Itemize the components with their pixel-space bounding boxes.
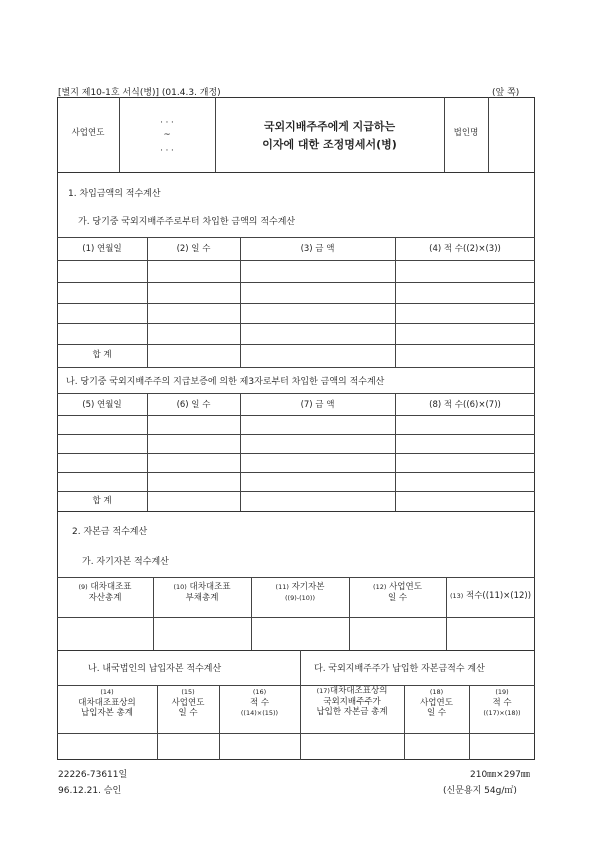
col12-header: (12) 사업연도 일 수: [373, 582, 422, 603]
col6-header: (6) 일 수: [176, 400, 211, 410]
col16-header: (16) 적 수 ((14)×(15)): [240, 688, 279, 718]
col13-header: (13) 적수((11)×(12)): [449, 591, 532, 601]
col3-header: (3) 금 액: [300, 244, 335, 254]
section2b-heading: 나. 내국법인의 납입자본 적수계산: [88, 664, 222, 674]
section2c-heading: 다. 국외지배주주가 납입한 자본금적수 계산: [314, 664, 485, 674]
paper-type: (신문용지 54g/㎡): [443, 786, 517, 796]
fiscal-year-label: 사업연도: [71, 128, 105, 138]
section1b-heading: 나. 당기중 국외지배주주의 지급보증에 의한 제3자로부터 차입한 금액의 적수계산: [66, 377, 385, 387]
paper-size: 210㎜×297㎜: [470, 770, 530, 780]
col5-header: (5) 연월일: [82, 400, 122, 410]
section2a-heading: 가. 자기자본 적수계산: [82, 557, 169, 567]
total-label-b: 합 계: [92, 496, 112, 506]
col2-header: (2) 일 수: [176, 244, 211, 254]
col18-header: (18) 사업연도 일 수: [420, 688, 453, 719]
period-to[interactable]: · · ·: [160, 146, 174, 156]
form-title-line2: 이자에 대한 조정명세서(병): [262, 138, 397, 151]
period-from[interactable]: · · ·: [160, 118, 174, 128]
col1-header: (1) 연월일: [82, 244, 122, 254]
period-tilde: ~: [163, 130, 171, 140]
form-title-line1: 국외지배주주에게 지급하는: [263, 120, 396, 133]
col14-header: (14) 대차대조표상의 납입자본 총계: [78, 688, 136, 719]
col19-header: (19) 적 수 ((17)×(18)): [483, 688, 521, 718]
form-serial: 22226-73611일: [58, 770, 128, 780]
section1-heading: 1. 차입금액의 적수계산: [68, 189, 161, 199]
approval-date: 96.12.21. 승인: [58, 786, 122, 796]
col7-header: (7) 금 액: [300, 400, 335, 410]
col8-header: (8) 적 수((6)×(7)): [429, 400, 501, 410]
section1a-heading: 가. 당기중 국외지배주주로부터 차입한 금액의 적수계산: [78, 217, 296, 227]
form-code: [별지 제10-1호 서식(병)] (01.4.3. 개정): [58, 88, 221, 98]
col17-header: (17)대차대조표상의 국외지배주주가 납입한 자본금 총계: [316, 686, 388, 718]
col11-header: (11) 자기자본 ((9)-(10)): [275, 582, 325, 602]
page-side-label: (앞 쪽): [492, 88, 520, 98]
corp-name-field[interactable]: [488, 100, 535, 170]
corp-name-label: 법인명: [453, 128, 479, 138]
col10-header: (10) 대차대조표 부채총계: [173, 582, 231, 603]
col4-header: (4) 적 수((2)×(3)): [429, 244, 501, 254]
col9-header: (9) 대차대조표 자산총계: [78, 582, 132, 603]
total-label-a: 합 계: [92, 350, 112, 360]
col15-header: (15) 사업연도 일 수: [171, 688, 205, 719]
section2-heading: 2. 자본금 적수계산: [72, 527, 148, 537]
